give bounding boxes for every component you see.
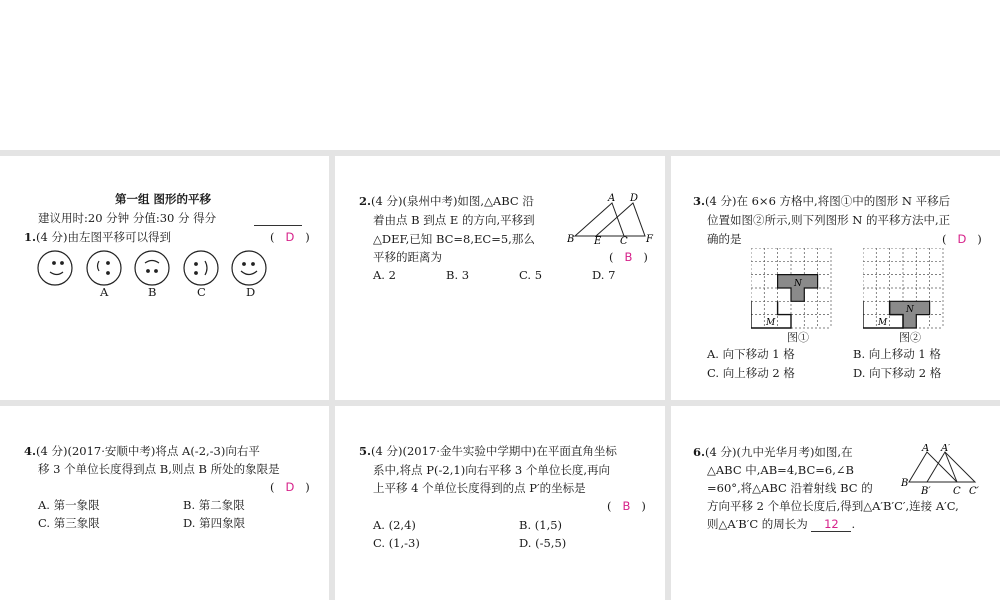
svg-text:E: E <box>594 236 602 244</box>
question-line: =60°,将△ABC 沿着射线 BC 的 <box>707 481 873 495</box>
option-b: B. 向上移动 1 格 <box>853 347 941 361</box>
question-5-panel <box>335 406 665 600</box>
triangle-translation-figure <box>567 192 659 244</box>
option-b: B. (1,5) <box>519 518 563 532</box>
question-1-panel <box>0 156 329 400</box>
answer-blank <box>811 517 851 532</box>
question-6-panel: 6.(4 分)(九中光华月考)如图,在 △ABC 中,AB=4,BC=6,∠B =60°,将△ABC 沿着射线 BC 的 方向平移 2 个单位长度后,得到△A′B′C′,连接 A′C, 则△A′B′C 的周长为 12 . A A′ B B′ C C′ <box>671 406 1000 600</box>
question-number: 2. <box>359 194 372 208</box>
svg-text:C: C <box>620 236 628 244</box>
svg-text:N: N <box>906 305 914 315</box>
answer-value: D <box>285 480 295 494</box>
answer-value: D <box>957 232 967 246</box>
option-c: C. 向上移动 2 格 <box>707 366 795 380</box>
option-d: D. 7 <box>592 268 616 282</box>
section-title: 第一组 图形的平移 <box>115 192 212 206</box>
grid-figure-1 <box>751 248 835 330</box>
option-c: C. (1,-3) <box>373 536 420 550</box>
option-d: D. 向下移动 2 格 <box>853 366 942 380</box>
option-a: A. 2 <box>373 268 396 282</box>
answer-value: B <box>622 499 631 513</box>
question-2-panel <box>335 156 665 400</box>
option-a: A. (2,4) <box>373 518 416 532</box>
answer-value: B <box>624 250 633 264</box>
svg-text:A′: A′ <box>941 444 951 454</box>
question-4-panel <box>0 406 329 600</box>
figure-1-caption: 图① <box>787 331 809 344</box>
option-a: A. 第一象限 <box>38 498 100 512</box>
question-number: 5. <box>359 444 372 458</box>
question-line: 确的是 <box>707 232 742 246</box>
face-option-a <box>87 251 121 285</box>
answer-bracket: ( B ) <box>607 499 646 513</box>
question-line: △ABC 中,AB=4,BC=6,∠B <box>707 463 854 477</box>
triangle-abc-figure <box>899 444 997 496</box>
option-b: B. 第二象限 <box>183 498 245 512</box>
question-line: 着由点 B 到点 E 的方向,平移到 <box>373 213 535 227</box>
svg-text:B: B <box>567 234 575 244</box>
question-line: 上平移 4 个单位长度得到的点 P′的坐标是 <box>373 481 586 495</box>
question-line: (4 分)(泉州中考)如图,△ABC 沿 <box>371 194 534 208</box>
question-line: 移 3 个单位长度得到点 B,则点 B 所处的象限是 <box>38 462 280 476</box>
question-line: △DEF,已知 BC=8,EC=5,那么 <box>373 232 535 246</box>
question-number: 3. <box>693 194 706 208</box>
face-option-c <box>184 251 218 285</box>
grid-figure-2 <box>863 248 947 330</box>
figure-2-caption: 图② <box>899 331 921 344</box>
question-line: (4 分)(2017·金牛实验中学期中)在平面直角坐标 <box>371 444 617 458</box>
svg-text:F: F <box>646 234 653 244</box>
option-d: D. 第四象限 <box>183 516 246 530</box>
question-line: 系中,将点 P(-2,1)向右平移 3 个单位长度,再向 <box>373 463 610 477</box>
option-c: C <box>197 285 206 299</box>
top-blank-area <box>0 0 1000 150</box>
option-d: D <box>246 285 256 299</box>
svg-text:C: C <box>953 486 961 496</box>
answer-bracket: ( D ) <box>270 230 310 244</box>
score-blank <box>254 225 302 226</box>
question-3-panel <box>671 156 1000 400</box>
svg-text:M: M <box>766 318 776 328</box>
question-line: 平移的距离为 <box>373 250 442 264</box>
svg-text:B′: B′ <box>921 486 931 496</box>
svg-text:C′: C′ <box>969 486 979 496</box>
question-number: 6. <box>693 445 706 459</box>
question-line: (4 分)在 6×6 方格中,将图①中的图形 N 平移后 <box>705 194 951 208</box>
meta-info: 建议用时:20 分钟 分值:30 分 得分 <box>38 211 217 225</box>
svg-text:D: D <box>630 193 639 204</box>
question-line: (4 分)(2017·安顺中考)将点 A(-2,-3)向右平 <box>36 444 260 458</box>
question-number: 1. <box>24 230 37 244</box>
svg-text:B: B <box>901 478 909 489</box>
option-a: A. 向下移动 1 格 <box>707 347 795 361</box>
answer-bracket: ( B ) <box>609 250 648 264</box>
question-line: 则△A′B′C 的周长为 <box>707 517 808 531</box>
answer-bracket: ( D ) <box>270 480 310 494</box>
question-number: 4. <box>24 444 37 458</box>
question-stem: (4 分)由左图平移可以得到 <box>36 230 171 244</box>
answer-value: D <box>285 230 295 244</box>
svg-text:A: A <box>608 193 616 204</box>
answer-value: 12 <box>824 517 839 531</box>
svg-text:A: A <box>922 444 930 454</box>
option-c: C. 5 <box>519 268 543 282</box>
option-d: D. (-5,5) <box>519 536 567 550</box>
option-b: B <box>148 285 157 299</box>
question-line: 位置如图②所示,则下列图形 N 的平移方法中,正 <box>707 213 951 227</box>
option-a: A <box>100 285 109 299</box>
question-line: 方向平移 2 个单位长度后,得到△A′B′C′,连接 A′C, <box>707 499 959 513</box>
svg-text:M: M <box>878 318 888 328</box>
svg-text:N: N <box>794 279 802 289</box>
face-option-d <box>232 251 266 285</box>
option-c: C. 第三象限 <box>38 516 100 530</box>
face-option-b <box>135 251 169 285</box>
face-original <box>38 251 72 285</box>
answer-bracket: ( D ) <box>942 232 982 246</box>
option-b: B. 3 <box>446 268 470 282</box>
question-line: (4 分)(九中光华月考)如图,在 <box>705 445 853 459</box>
